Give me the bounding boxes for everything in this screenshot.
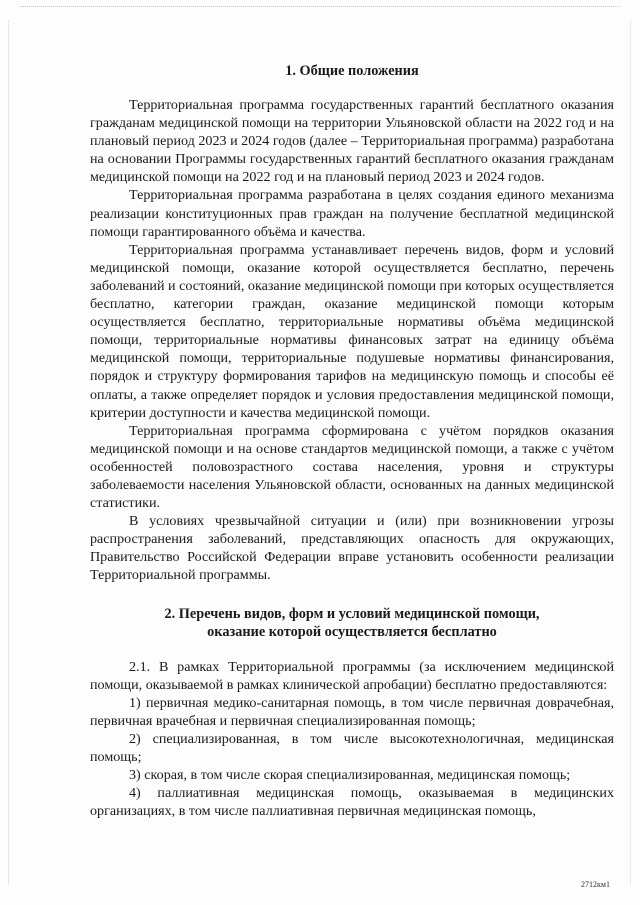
right-dotted-border: [630, 20, 632, 885]
list-item-3: 3) скорая, в том числе скорая специализированная, медицинская помощь;: [129, 767, 571, 784]
document-body: [90, 62, 614, 820]
section-2-heading: [90, 605, 614, 641]
section-2-heading-line-2: оказание которой осуществляется бесплатно: [207, 623, 497, 640]
document-code: 2712км1: [581, 880, 610, 889]
paragraph-2: Территориальная программа разработана в целях создания единого механизма реализации конституционных прав граждан на получение бесплатной медицинской помощи гарантированного объёма и качества.: [90, 187, 614, 240]
list-item-4: 4) паллиативная медицинская помощь, оказываемая в медицинских организациях, в том числе паллиативная первичная медицинская помощь,: [90, 785, 614, 820]
left-dotted-border: [8, 20, 10, 885]
top-dotted-border: [20, 6, 620, 8]
paragraph-3: Территориальная программа устанавливает перечень видов, форм и условий медицинской помощи, оказание которой осуществляется бесплатно, перечень заболеваний и состояний, оказание медицинской помощи при которых осуществляется бесплатно, категории граждан, оказание медицинской помощи которым осуществляется бесплатно, территориальные нормативы объёма медицинской помощи, территориальные нормативы финансовых затрат на единицу объёма медицинской помощи, территориальные подушевые нормативы финансирования, порядок и структуру формирования тарифов на медицинскую помощь и способы её оплаты, а также определяет порядок и условия предоставления медицинской помощи, критерии доступности и качества медицинской помощи.: [90, 241, 615, 421]
paragraph-5: В условиях чрезвычайной ситуации и (или) при возникновении угрозы распространения заболеваний, представляющих опасность для окружающих, Правительство Российской Федерации вправе установить особенности реализации Территориальной программы.: [90, 513, 614, 584]
section-2-heading-line-1: 2. Перечень видов, форм и условий медицинской помощи,: [164, 605, 540, 622]
paragraph-1: Территориальная программа государственных гарантий бесплатного оказания гражданам медицинской помощи на территории Ульяновской области на 2022 год и на плановый период 2023 и 2024 годов (далее – Территориальная программа) разработана на основании Программы государственных гарантий бесплатного оказания гражданам медицинской помощи на 2022 год и на плановый период 2023 и 2024 годов.: [90, 97, 614, 186]
list-item-2: 2) специализированная, в том числе высокотехнологичная, медицинская помощь;: [90, 730, 614, 765]
section-1-heading: 1. Общие положения: [285, 63, 419, 79]
paragraph-4: Территориальная программа сформирована с учётом порядков оказания медицинской помощи и на основе стандартов медицинской помощи, а также с учётом особенностей половозрастного состава населения, уровня и структуры заболеваемости населения Ульяновской области, основанных на данных медицинской статистики.: [90, 422, 614, 512]
clause-2-1: 2.1. В рамках Территориальной программы (за исключением медицинской помощи, оказываемой в рамках клинической апробации) бесплатно предоставляются:: [90, 658, 614, 693]
list-item-1: 1) первичная медико-санитарная помощь, в том числе первичная доврачебная, первичная врачебная и первичная специализированная помощь;: [90, 694, 614, 729]
